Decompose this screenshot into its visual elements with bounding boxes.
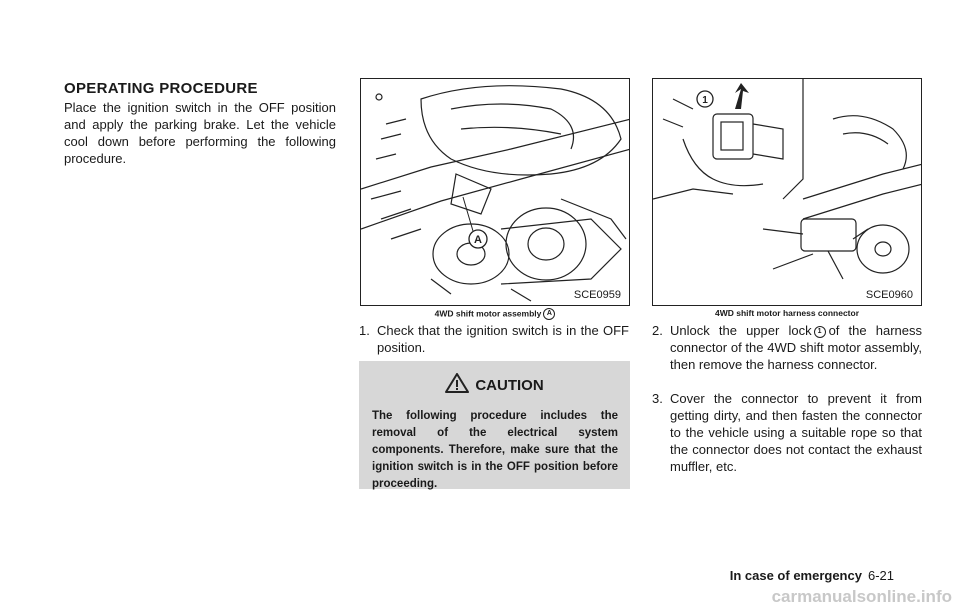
figure-code: SCE0960 (865, 289, 913, 301)
step-3 (652, 390, 924, 492)
step-number: 3. (652, 391, 663, 406)
caution-header: CAUTION (359, 373, 630, 394)
figure-shift-motor-assembly (360, 78, 630, 306)
step-text: Check that the ignition switch is in the OFF position. (377, 323, 629, 355)
step-1 (359, 322, 631, 356)
step-number: 2. (652, 323, 663, 338)
page-footer (730, 568, 894, 583)
svg-text:A: A (474, 234, 482, 246)
figure-harness-connector (652, 78, 922, 306)
warning-triangle-icon (445, 373, 469, 393)
figure-caption: 4WD shift motor assembly A (360, 308, 630, 320)
page-number: 6-21 (867, 568, 894, 583)
connector-drawing-illustration (653, 79, 922, 306)
marker-a-icon: A (543, 308, 555, 320)
marker-1-icon: 1 (814, 326, 826, 338)
step-number: 1. (359, 323, 370, 338)
watermark: carmanualsonline.info (771, 587, 952, 606)
intro-paragraph: Place the ignition switch in the OFF position and apply the parking brake. Let the vehicle cool down before performing the following procedure. (64, 100, 336, 166)
section-heading: OPERATING PROCEDURE (64, 80, 258, 97)
section-name: In case of emergency (729, 568, 862, 583)
figure-code: SCE0959 (573, 289, 621, 301)
step-text: Cover the connector to prevent it from getting dirty, and then fasten the connector to the vehicle using a suitable rope so that the connector does not contact the exhaust muffler, etc. (670, 391, 922, 474)
caution-box (359, 361, 630, 489)
svg-text:1: 1 (702, 95, 708, 106)
step-text: Unlock the upper lock 1 of the harness connector of the 4WD shift motor assembly, then remove the harness connector. (670, 323, 923, 372)
engine-drawing-illustration (361, 79, 630, 306)
step-2 (652, 322, 924, 378)
figure-caption: 4WD shift motor harness connector (714, 308, 860, 318)
caution-text: The following procedure includes the removal of the electrical system components. Therefore, make sure that the ignition switch is in the OFF position before proceeding. (372, 410, 618, 490)
